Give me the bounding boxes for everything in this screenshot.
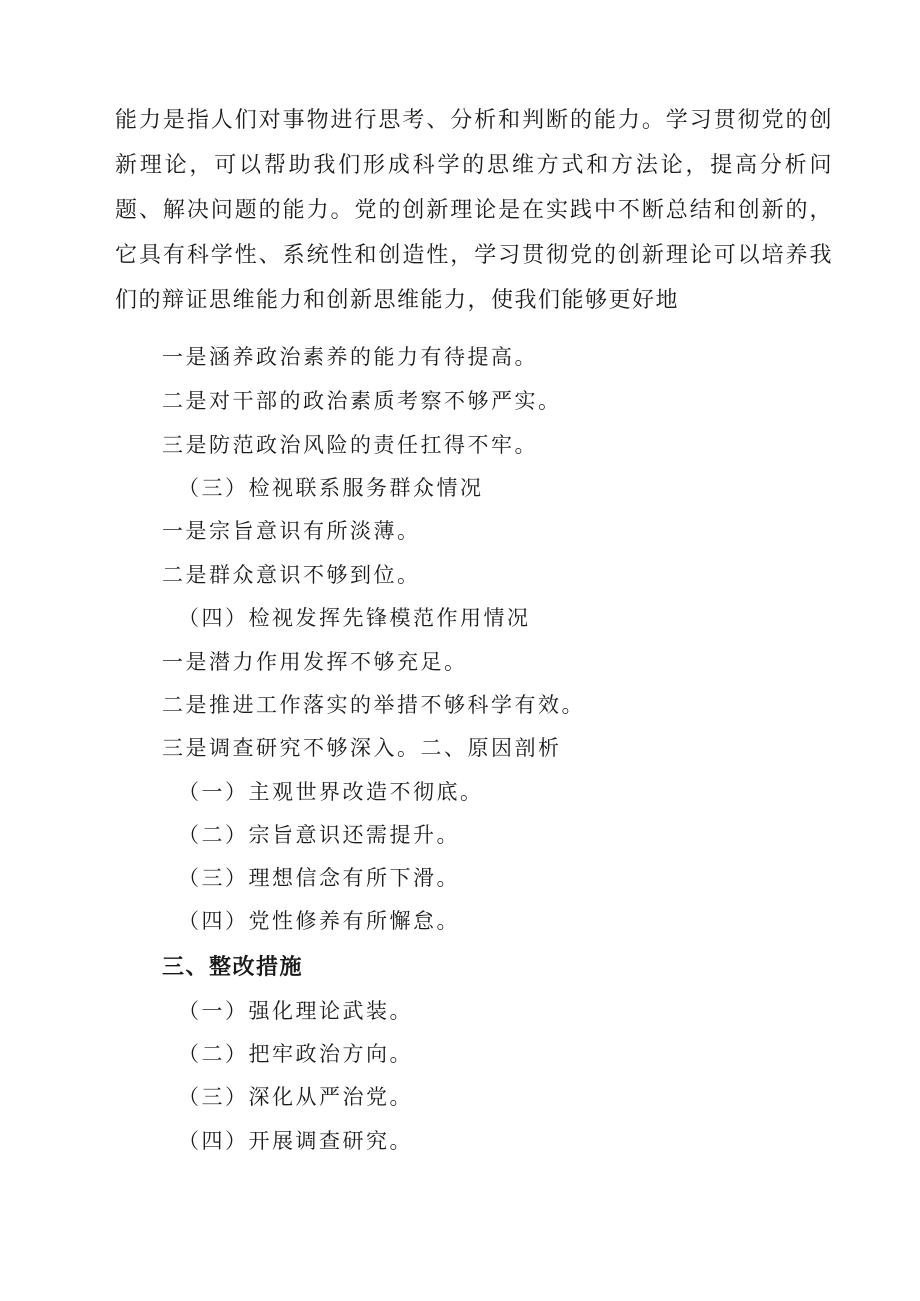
- body-paragraph: 能力是指人们对事物进行思考、分析和判断的能力。学习贯彻党的创新理论，可以帮助我们形成科学的思维方式和方法论，提高分析问题、解决问题的能力。党的创新理论是在实践中不断总结和创新的，它具有科学性、系统性和创造性，学习贯彻党的创新理论可以培养我们的辩证思维能力和创新思维能力，使我们能够更好地: [115, 108, 833, 313]
- list-item: 二是对干部的政治素质考察不够严实。: [162, 389, 562, 413]
- list-item: 三是调查研究不够深入。二、原因剖析: [162, 736, 562, 760]
- list-item: （四）开展调查研究。: [178, 1129, 413, 1153]
- list-item: （一）主观世界改造不彻底。: [178, 780, 484, 804]
- list-item: 一是宗旨意识有所淡薄。: [162, 519, 421, 543]
- section-subheading: （四）检视发挥先锋模范作用情况: [178, 606, 531, 630]
- list-item: （三）理想信念有所下滑。: [178, 866, 460, 890]
- list-item: 三是防范政治风险的责任扛得不牢。: [162, 433, 538, 457]
- list-item: （三）深化从严治党。: [178, 1085, 413, 1109]
- section-subheading: （三）检视联系服务群众情况: [178, 476, 484, 500]
- list-item: （二）宗旨意识还需提升。: [178, 823, 460, 847]
- list-item: 二是推进工作落实的举措不够科学有效。: [162, 693, 585, 717]
- list-item: 二是群众意识不够到位。: [162, 563, 421, 587]
- section-heading: 三、整改措施: [162, 955, 304, 980]
- list-item: （一）强化理论武装。: [178, 999, 413, 1023]
- list-item: （二）把牢政治方向。: [178, 1042, 413, 1066]
- list-item: 一是涵养政治素养的能力有待提高。: [162, 345, 538, 369]
- list-item: 一是潜力作用发挥不够充足。: [162, 650, 468, 674]
- list-item: （四）党性修养有所懈怠。: [178, 909, 460, 933]
